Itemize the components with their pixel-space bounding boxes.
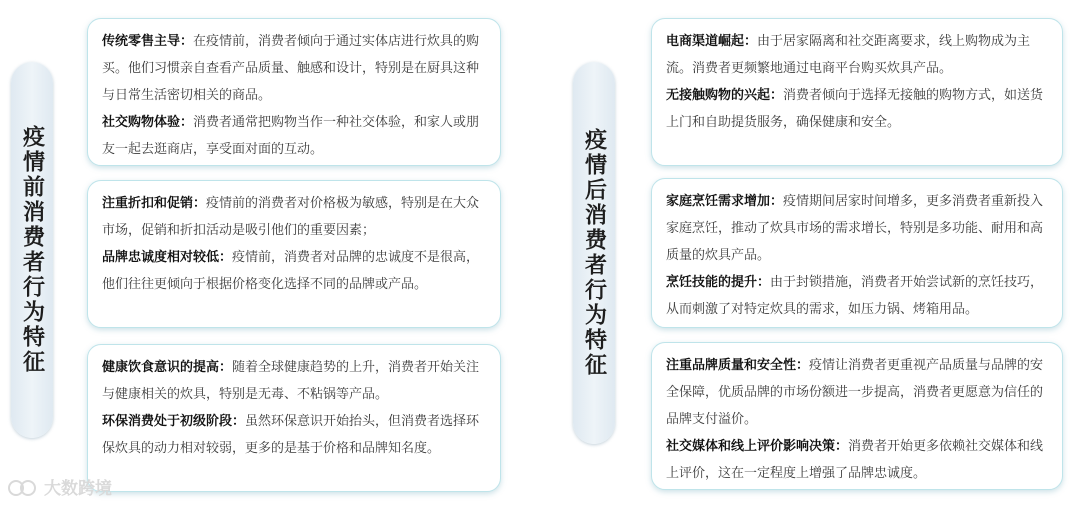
card-heading: 烹饪技能的提升 [666, 275, 758, 290]
watermark-text: 大数跨境 [44, 479, 112, 499]
right-section-label-text: 疫情后消费者行为特征 [581, 128, 607, 378]
card-heading: 电商渠道崛起 [666, 34, 745, 49]
card-text: 疫情让消费者更重视产品质量与品牌的安全保障，优质品牌的市场份额进一步提高，消费者更愿意为信任的品牌支付溢价。 [666, 358, 1044, 427]
card-heading: 注重折扣和促销 [102, 196, 194, 211]
watermark-logo-icon [8, 476, 38, 498]
card-heading: 注重品牌质量和安全性 [666, 358, 797, 373]
right-card-1 [651, 18, 1063, 166]
card-text: 由于居家隔离和社交距离要求，线上购物成为主流。消费者更频繁地通过电商平台购买炊具产品。 [666, 34, 1031, 76]
left-card-3 [87, 344, 501, 492]
card-text: 由于封锁措施，消费者开始尝试新的烹饪技巧，从而刺激了对特定炊具的需求，如压力锅、烤箱用品。 [666, 275, 1044, 317]
card-text: 疫情前的消费者对价格极为敏感，特别是在大众市场，促销和折扣活动是吸引他们的重要因素； [102, 196, 480, 238]
left-section-label-text: 疫情前消费者行为特征 [19, 125, 45, 375]
card-text: 虽然环保意识开始抬头，但消费者选择环保炊具的动力相对较弱，更多的是基于价格和品牌知名度。 [102, 414, 480, 456]
card-paragraph: 注重品牌质量和安全性：疫情让消费者更重视产品质量与品牌的安全保障，优质品牌的市场份额进一步提高，消费者更愿意为信任的品牌支付溢价。 [666, 358, 1044, 427]
card-heading: 家庭烹饪需求增加 [666, 194, 771, 209]
left-card-1 [87, 18, 501, 166]
card-paragraph: 传统零售主导：在疫情前，消费者倾向于通过实体店进行炊具的购买。他们习惯亲自查看产品质量、触感和设计，特别是在厨具这种与日常生活密切相关的商品。 [102, 34, 480, 103]
card-paragraph: 无接触购物的兴起：消费者倾向于选择无接触的购物方式，如送货上门和自助提货服务，确保健康和安全。 [666, 88, 1044, 130]
card-text: 消费者开始更多依赖社交媒体和线上评价，这在一定程度上增强了品牌忠诚度。 [666, 439, 1044, 481]
card-heading: 品牌忠诚度相对较低 [102, 250, 220, 265]
right-card-2 [651, 178, 1063, 328]
card-heading: 健康饮食意识的提高 [102, 360, 220, 375]
card-heading: 环保消费处于初级阶段 [102, 414, 233, 429]
card-text: 在疫情前，消费者倾向于通过实体店进行炊具的购买。他们习惯亲自查看产品质量、触感和设计，特别是在厨具这种与日常生活密切相关的商品。 [102, 34, 480, 103]
card-text: 随着全球健康趋势的上升，消费者开始关注与健康相关的炊具，特别是无毒、不粘锅等产品。 [102, 360, 480, 402]
left-section-label [11, 62, 53, 438]
card-paragraph: 环保消费处于初级阶段：虽然环保意识开始抬头，但消费者选择环保炊具的动力相对较弱，更多的是基于价格和品牌知名度。 [102, 414, 480, 456]
card-paragraph: 健康饮食意识的提高：随着全球健康趋势的上升，消费者开始关注与健康相关的炊具，特别是无毒、不粘锅等产品。 [102, 360, 480, 402]
card-text: 疫情前，消费者对品牌的忠诚度不是很高，他们往往更倾向于根据价格变化选择不同的品牌或产品。 [102, 250, 480, 292]
right-section-label [573, 62, 615, 444]
card-heading: 传统零售主导 [102, 34, 181, 49]
left-card-2 [87, 180, 501, 328]
card-paragraph: 家庭烹饪需求增加：疫情期间居家时间增多，更多消费者重新投入家庭烹饪，推动了炊具市场的需求增长，特别是多功能、耐用和高质量的炊具产品。 [666, 194, 1044, 263]
card-heading: 社交媒体和线上评价影响决策 [666, 439, 836, 454]
right-card-3 [651, 342, 1063, 490]
card-paragraph: 品牌忠诚度相对较低：疫情前，消费者对品牌的忠诚度不是很高，他们往往更倾向于根据价格变化选择不同的品牌或产品。 [102, 250, 480, 292]
card-paragraph: 社交媒体和线上评价影响决策：消费者开始更多依赖社交媒体和线上评价，这在一定程度上增强了品牌忠诚度。 [666, 439, 1044, 481]
card-paragraph: 注重折扣和促销：疫情前的消费者对价格极为敏感，特别是在大众市场，促销和折扣活动是吸引他们的重要因素； [102, 196, 480, 238]
card-text: 消费者通常把购物当作一种社交体验，和家人或朋友一起去逛商店，享受面对面的互动。 [102, 115, 480, 157]
watermark [8, 474, 112, 499]
card-paragraph: 烹饪技能的提升：由于封锁措施，消费者开始尝试新的烹饪技巧，从而刺激了对特定炊具的需求，如压力锅、烤箱用品。 [666, 275, 1044, 317]
card-text: 消费者倾向于选择无接触的购物方式，如送货上门和自助提货服务，确保健康和安全。 [666, 88, 1044, 130]
card-heading: 社交购物体验 [102, 115, 181, 130]
card-heading: 无接触购物的兴起 [666, 88, 771, 103]
card-paragraph: 社交购物体验：消费者通常把购物当作一种社交体验，和家人或朋友一起去逛商店，享受面对面的互动。 [102, 115, 480, 157]
card-paragraph: 电商渠道崛起：由于居家隔离和社交距离要求，线上购物成为主流。消费者更频繁地通过电商平台购买炊具产品。 [666, 34, 1031, 76]
card-text: 疫情期间居家时间增多，更多消费者重新投入家庭烹饪，推动了炊具市场的需求增长，特别是多功能、耐用和高质量的炊具产品。 [666, 194, 1044, 263]
